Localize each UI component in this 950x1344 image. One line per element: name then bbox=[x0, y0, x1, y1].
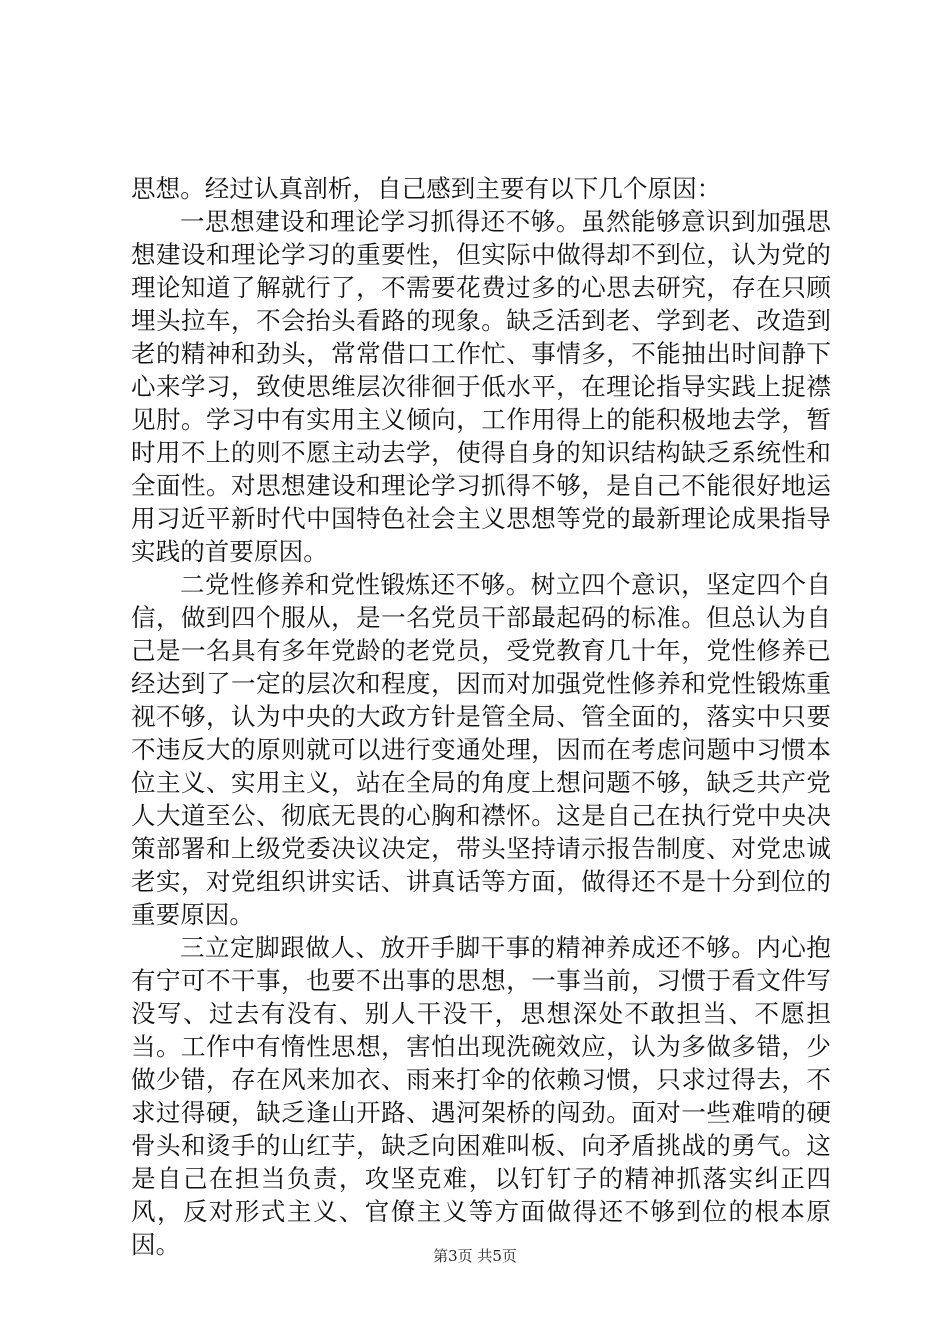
page-number-footer: 第3页 共5页 bbox=[433, 1247, 517, 1265]
paragraph-reason-2: 二党性修养和党性锻炼还不够。树立四个意识，坚定四个自信，做到四个服从，是一名党员干部最起码的标准。但总认为自己是一名具有多年党龄的老党员，受党教育几十年，党性修养已经达到了一定的层次和程度，因而对加强党性修养和党性锻炼重视不够，认为中央的大政方针是管全局、管全面的，落实中只要不违反大的原则就可以进行变通处理，因而在考虑问题中习惯本位主义、实用主义，站在全局的角度上想问题不够，缺乏共产党人大道至公、彻底无畏的心胸和襟怀。这是自己在执行党中央决策部署和上级党委决议决定，带头坚持请示报告制度、对党忠诚老实，对党组织讲实话、讲真话等方面，做得还不是十分到位的重要原因。 bbox=[131, 570, 831, 929]
paragraph-reason-3: 三立定脚跟做人、放开手脚干事的精神养成还不够。内心抱有宁可不干事，也要不出事的思想，一事当前，习惯于看文件写没写、过去有没有、别人干没干，思想深处不敢担当、不愿担当。工作中有惰性思想，害怕出现洗碗效应，认为多做多错，少做少错，存在风来加衣、雨来打伞的依赖习惯，只求过得去，不求过得硬，缺乏逢山开路、遇河架桥的闯劲。面对一些难啃的硬骨头和烫手的山红芋，缺乏向困难叫板、向矛盾挑战的勇气。这是自己在担当负责，攻坚克难，以钉钉子的精神抓落实纠正四风，反对形式主义、官僚主义等方面做得还不够到位的根本原因。 bbox=[131, 933, 831, 1259]
paragraph-reason-1: 一思想建设和理论学习抓得还不够。虽然能够意识到加强思想建设和理论学习的重要性，但实际中做得却不到位，认为党的理论知道了解就行了，不需要花费过多的心思去研究，存在只顾埋头拉车，不会抬头看路的现象。缺乏活到老、学到老、改造到老的精神和劲头，常常借口工作忙、事情多，不能抽出时间静下心来学习，致使思维层次徘徊于低水平，在理论指导实践上捉襟见肘。学习中有实用主义倾向，工作用得上的能积极地去学，暂时用不上的则不愿主动去学，使得自身的知识结构缺乏系统性和全面性。对思想建设和理论学习抓得不够，是自己不能很好地运用习近平新时代中国特色社会主义思想等党的最新理论成果指导实践的首要原因。 bbox=[131, 207, 831, 566]
paragraph-intro: 思想。经过认真剖析，自己感到主要有以下几个原因： bbox=[131, 174, 722, 203]
document-body bbox=[131, 172, 831, 1261]
